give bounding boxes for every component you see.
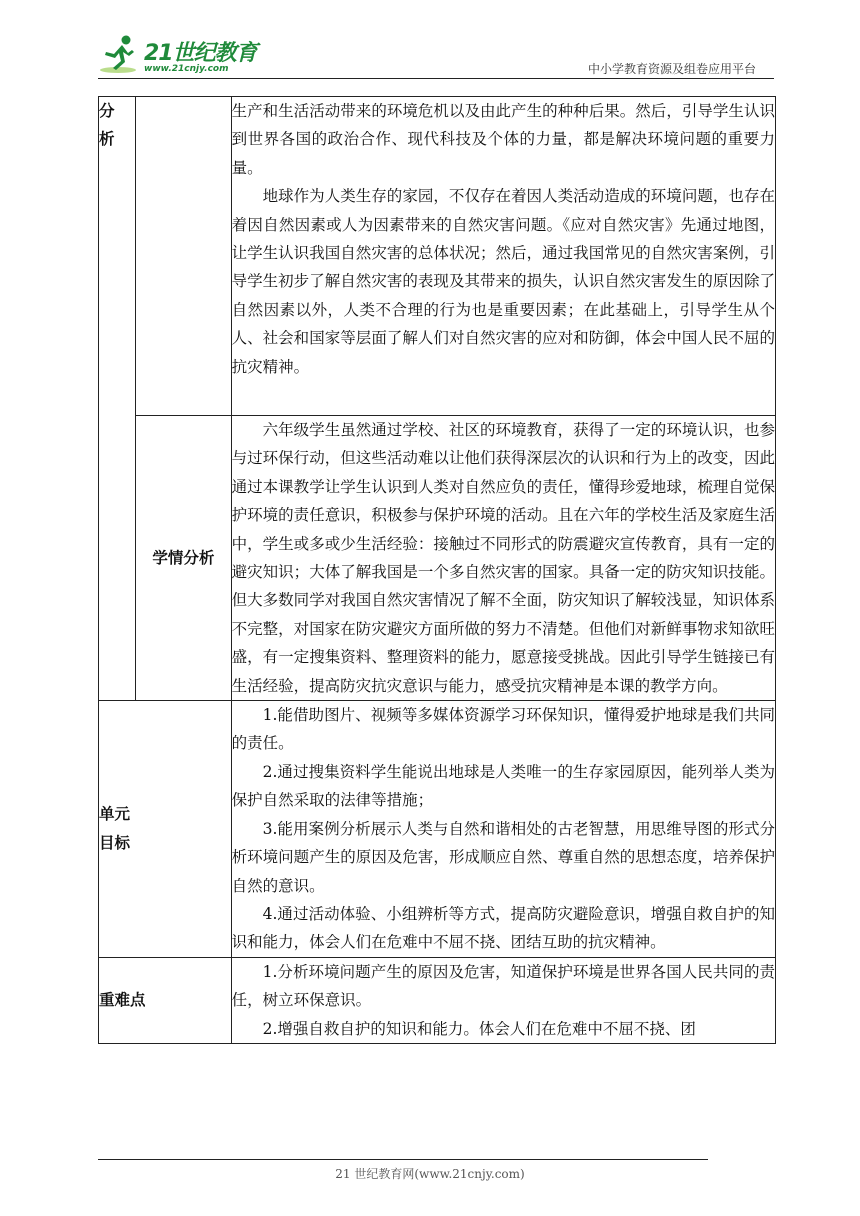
textbook-content-cell	[231, 97, 775, 416]
key-points-content-cell	[231, 957, 775, 1043]
goals-label-cell	[99, 701, 232, 958]
goals-label-2: 目标	[99, 833, 131, 852]
lesson-plan-table	[98, 96, 776, 1044]
student-analysis-content	[231, 416, 775, 701]
table-row-key-points	[99, 957, 776, 1043]
footer-divider	[98, 1159, 708, 1160]
page-header	[98, 30, 774, 79]
goals-label-1: 单元	[99, 805, 131, 824]
runner-logo-icon	[98, 32, 142, 76]
student-analysis-text: 六年级学生虽然通过学校、社区的环境教育，获得了一定的环境认识，也参与过环保行动，但这些活动难以让他们获得深层次的认识和行为上的改变，因此通过本课教学让学生认识到人类对自然应负的责任，懂得珍爱地球，梳理自觉保护环境的责任意识，积极参与保护环境的活动。且在六年的学校生活及家庭生活中，学生或多或少生活经验：接触过不同形式的防震避灾宣传教育，具有一定的避灾知识；大体了解我国是一个多自然灾害的国家。具备一定的防灾知识技能。但大多数同学对我国自然灾害情况了解不全面，防灾知识了解较浅显，知识体系不完整，对国家在防灾避灾方面所做的努力不清楚。但他们对新鲜事物求知欲旺盛，有一定搜集资料、整理资料的能力，愿意接受挑战。因此引导学生链接已有生活经验，提高防灾抗灾意识与能力，感受抗灾精神是本课的教学方向。	[231, 421, 775, 695]
key-point-item: 2.增强自救自护的知识和能力。体会人们在危难中不屈不挠、团	[262, 1019, 696, 1038]
key-points-label: 重难点	[99, 957, 232, 1043]
goal-item: 1.能借助图片、视频等多媒体资源学习环保知识，懂得爱护地球是我们共同的责任。	[231, 706, 775, 753]
goal-item: 3.能用案例分析展示人类与自然和谐相处的古老智慧，用思维导图的形式分析环境问题产生的原因及危害，形成顺应自然、尊重自然的思想态度，培养保护自然的意识。	[231, 819, 775, 895]
textbook-paragraph-1: 生产和生活活动带来的环境危机以及由此产生的种种后果。然后，引导学生认识到世界各国的政治合作、现代科技及个体的力量，都是解决环境问题的重要力量。	[231, 102, 775, 177]
table-row-student	[99, 416, 776, 701]
table-row-goals	[99, 701, 776, 958]
goal-item: 2.通过搜集资料学生能说出地球是人类唯一的生存家园原因，能列举人类为保护自然采取的法律等措施；	[231, 762, 775, 810]
analysis-label-cell	[99, 97, 136, 701]
textbook-label-cell	[136, 97, 231, 416]
textbook-paragraph-2: 地球作为人类生存的家园，不仅存在着因人类活动造成的环境问题，也存在着因自然因素或人为因素带来的自然灾害问题。《应对自然灾害》先通过地图，让学生认识我国自然灾害的总体状况；然后，通过我国常见的自然灾害案例，引导学生初步了解自然灾害的表现及其带来的损失，认识自然灾害发生的原因除了自然因素以外，人类不合理的行为也是重要因素；在此基础上，引导学生从个人、社会和国家等层面了解人们对自然灾害的应对和防御，体会中国人民不屈的抗灾精神。	[231, 187, 775, 376]
logo-url: www.21cnjy.com	[144, 64, 229, 74]
table-row-textbook	[99, 97, 776, 416]
platform-title: 中小学教育资源及组卷应用平台	[587, 62, 756, 76]
key-point-item: 1.分析环境问题产生的原因及危害，知道保护环境是世界各国人民共同的责任，树立环保意识。	[231, 962, 775, 1010]
page-footer: 21 世纪教育网(www.21cnjy.com)	[335, 1167, 525, 1181]
goals-content-cell	[231, 701, 775, 958]
logo	[98, 30, 278, 76]
goal-item: 4.通过活动体验、小组辨析等方式，提高防灾避险意识，增强自救自护的知识和能力，体会人们在危难中不屈不挠、团结互助的抗灾精神。	[231, 904, 775, 952]
analysis-label-1: 分	[99, 102, 115, 120]
logo-text: 21世纪教育	[144, 41, 257, 66]
analysis-label-2: 析	[99, 130, 115, 149]
student-analysis-label: 学情分析	[136, 416, 231, 701]
